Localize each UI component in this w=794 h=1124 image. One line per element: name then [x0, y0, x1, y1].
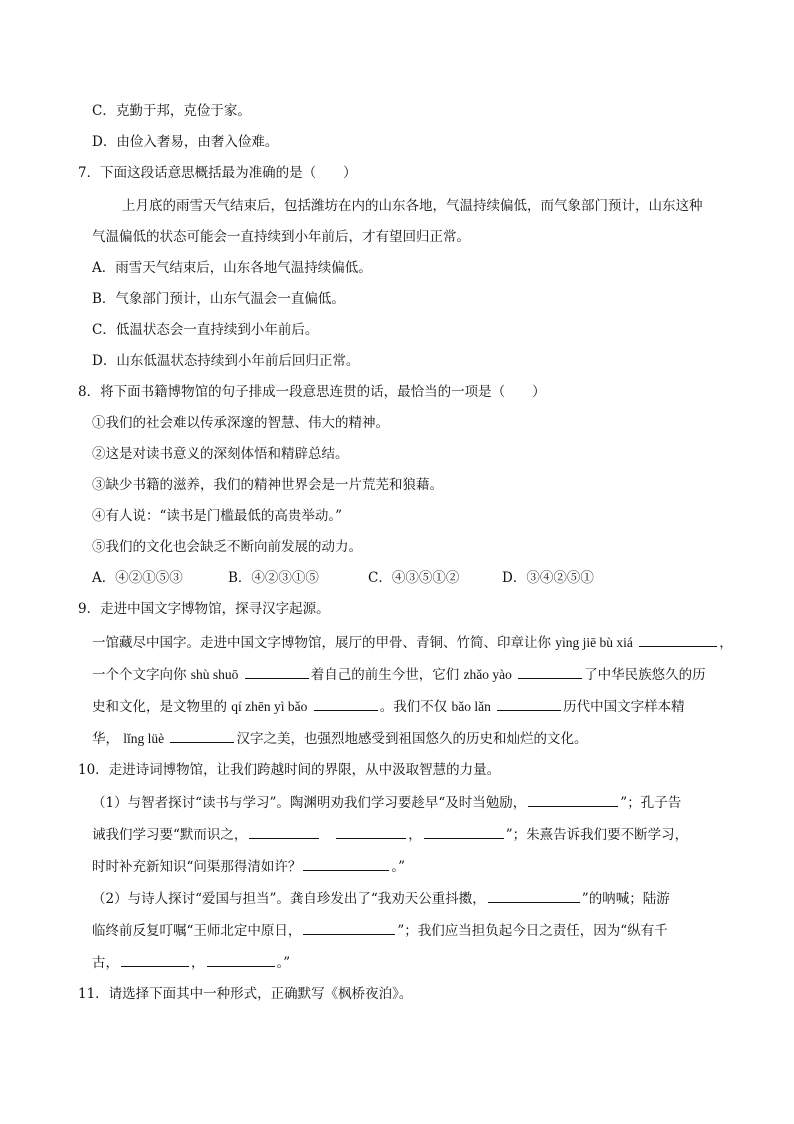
- answer-blank[interactable]: [121, 952, 189, 967]
- q9-text-line-4: [92, 728, 726, 748]
- q10-part2-line-2: [92, 920, 726, 940]
- q10-part1-line-2-text-b: ，: [408, 827, 422, 843]
- q9-text-line-3: [92, 696, 726, 716]
- q8-option-b: B．④②③①⑤: [228, 570, 319, 586]
- q11-stem: 11．请选择下面其中一种形式，正确默写《枫桥夜泊》。: [78, 986, 413, 1002]
- pinyin-yingjie-buxia: yìng jiē bù xiá: [555, 635, 633, 650]
- pinyin-shushuo: shù shuō: [190, 667, 239, 682]
- q8-stem: 8．将下面书籍博物馆的句子排成一段意思连贯的话，最恰当的一项是（ ）: [78, 384, 546, 400]
- answer-blank[interactable]: [528, 792, 618, 807]
- q7-option-b: B．气象部门预计，山东气温会一直偏低。: [92, 291, 345, 307]
- q9-line-1-end: ，: [719, 635, 733, 651]
- q10-part1-line-2-text-c: ”；朱熹告诉我们要不断学习，: [505, 827, 689, 843]
- q7-option-a: A．雨雪天气结束后，山东各地气温持续偏低。: [92, 260, 372, 276]
- q10-part2-line-2-text-b: ”；我们应当担负起今日之责任，因为“纵有千: [397, 923, 668, 939]
- q7-passage-line-1: 上月底的雨雪天气结束后，包括潍坊在内的山东各地，气温持续偏低，而气象部门预计，山东这种: [122, 198, 703, 214]
- q7-passage-line-2: 气温偏低的状态可能会一直持续到小年前后，才有望回归正常。: [92, 229, 470, 245]
- answer-blank[interactable]: [314, 696, 378, 711]
- answer-blank[interactable]: [497, 696, 561, 711]
- q7-option-d: D．山东低温状态持续到小年前后回归正常。: [92, 353, 360, 369]
- q9-text-line-2: [92, 664, 726, 684]
- q10-part1-line-3-text-a: 时时补充新知识“问渠那得清如许？: [92, 859, 302, 875]
- q10-part2-line-3: [92, 952, 726, 972]
- q10-part2-line-1: [92, 888, 726, 908]
- q7-option-c: C．低温状态会一直持续到小年前后。: [92, 322, 319, 338]
- q8-option-a: A．④②①⑤③: [92, 570, 183, 586]
- q9-line-3-text-b: 。我们不仅: [379, 699, 448, 715]
- answer-blank[interactable]: [639, 632, 717, 647]
- q7-stem: 7．下面这段话意思概括最为准确的是（ ）: [78, 165, 357, 181]
- answer-blank[interactable]: [249, 824, 319, 839]
- q9-line-2-text-b: 着自己的前生今世，它们: [310, 667, 460, 683]
- q8-sentence-5: ⑤我们的文化也会缺乏不断向前发展的动力。: [92, 539, 362, 555]
- q10-part2-line-3-text-b: ，: [191, 955, 205, 971]
- q6-option-c: C．克勤于邦，克俭于家。: [92, 103, 251, 119]
- pinyin-qizhenyibao: qí zhēn yì bǎo: [231, 699, 308, 714]
- q10-part2-line-2-text-a: 临终前反复叮嘱“王师北定中原日，: [92, 923, 302, 939]
- q10-part1-line-3: [92, 856, 726, 876]
- q10-part2-text-b: ”的呐喊；陆游: [581, 891, 670, 907]
- q9-line-4-text-a: 华，: [92, 731, 119, 747]
- q8-option-d: D．③④②⑤①: [502, 570, 594, 586]
- q10-part1-line-1: [92, 792, 726, 812]
- answer-blank[interactable]: [207, 952, 275, 967]
- q8-sentence-3: ③缺少书籍的滋养，我们的精神世界会是一片荒芜和狼藉。: [92, 477, 443, 493]
- q9-stem: 9．走进中国文字博物馆，探寻汉字起源。: [78, 601, 330, 617]
- pinyin-linglue: lǐng lüè: [123, 731, 165, 746]
- q9-line-3-text-a: 史和文化，是文物里的: [92, 699, 227, 715]
- q10-part1-line-2-text-a: 诫我们学习要“默而识之，: [92, 827, 248, 843]
- q9-line-1-text: 一馆藏尽中国字。走进中国文字博物馆，展厅的甲骨、青铜、竹简、印章让你: [92, 635, 551, 651]
- q8-options-row: [92, 568, 726, 588]
- q9-text-line-1: [92, 632, 733, 652]
- pinyin-baolan: bǎo lǎn: [451, 699, 491, 714]
- answer-blank[interactable]: [488, 888, 580, 903]
- q8-sentence-1: ①我们的社会难以传承深邃的智慧、伟大的精神。: [92, 415, 389, 431]
- q9-line-4-text-b: 汉字之美，也强烈地感受到祖国悠久的历史和灿烂的文化。: [236, 731, 588, 747]
- q10-part2-line-3-text-c: 。”: [276, 955, 291, 971]
- answer-blank[interactable]: [245, 664, 309, 679]
- q9-line-2-text-c: 了中华民族悠久的历: [584, 667, 706, 683]
- answer-blank[interactable]: [170, 728, 234, 743]
- answer-blank[interactable]: [303, 856, 389, 871]
- q8-sentence-2: ②这是对读书意义的深刻体悟和精辟总结。: [92, 446, 349, 462]
- q10-part1-text-b: ”；孔子告: [620, 795, 682, 811]
- q10-part2-text-a: （2）与诗人探讨“爱国与担当”。龚自珍发出了“我劝天公重抖擞，: [92, 891, 486, 907]
- q10-part1-line-3-text-b: 。”: [391, 859, 406, 875]
- q10-stem: 10．走进诗词博物馆，让我们跨越时间的界限，从中汲取智慧的力量。: [78, 762, 501, 778]
- answer-blank[interactable]: [424, 824, 504, 839]
- q8-option-c: C．④③⑤①②: [368, 570, 460, 586]
- answer-blank[interactable]: [303, 920, 395, 935]
- pinyin-zhaoyao: zhǎo yào: [463, 667, 512, 682]
- q9-line-2-text-a: 一个个文字向你: [92, 667, 187, 683]
- q10-part1-line-2: [92, 824, 726, 844]
- q10-part2-line-3-text-a: 古，: [92, 955, 119, 971]
- answer-blank[interactable]: [518, 664, 582, 679]
- answer-blank[interactable]: [336, 824, 406, 839]
- q6-option-d: D．由俭入奢易，由奢入俭难。: [92, 134, 279, 150]
- q9-line-3-text-c: 历代中国文字样本精: [563, 699, 685, 715]
- q8-sentence-4: ④有人说：“读书是门槛最低的高贵举动。”: [92, 508, 343, 524]
- q10-part1-text-a: （1）与智者探讨“读书与学习”。陶渊明劝我们学习要趁早“及时当勉励，: [92, 795, 527, 811]
